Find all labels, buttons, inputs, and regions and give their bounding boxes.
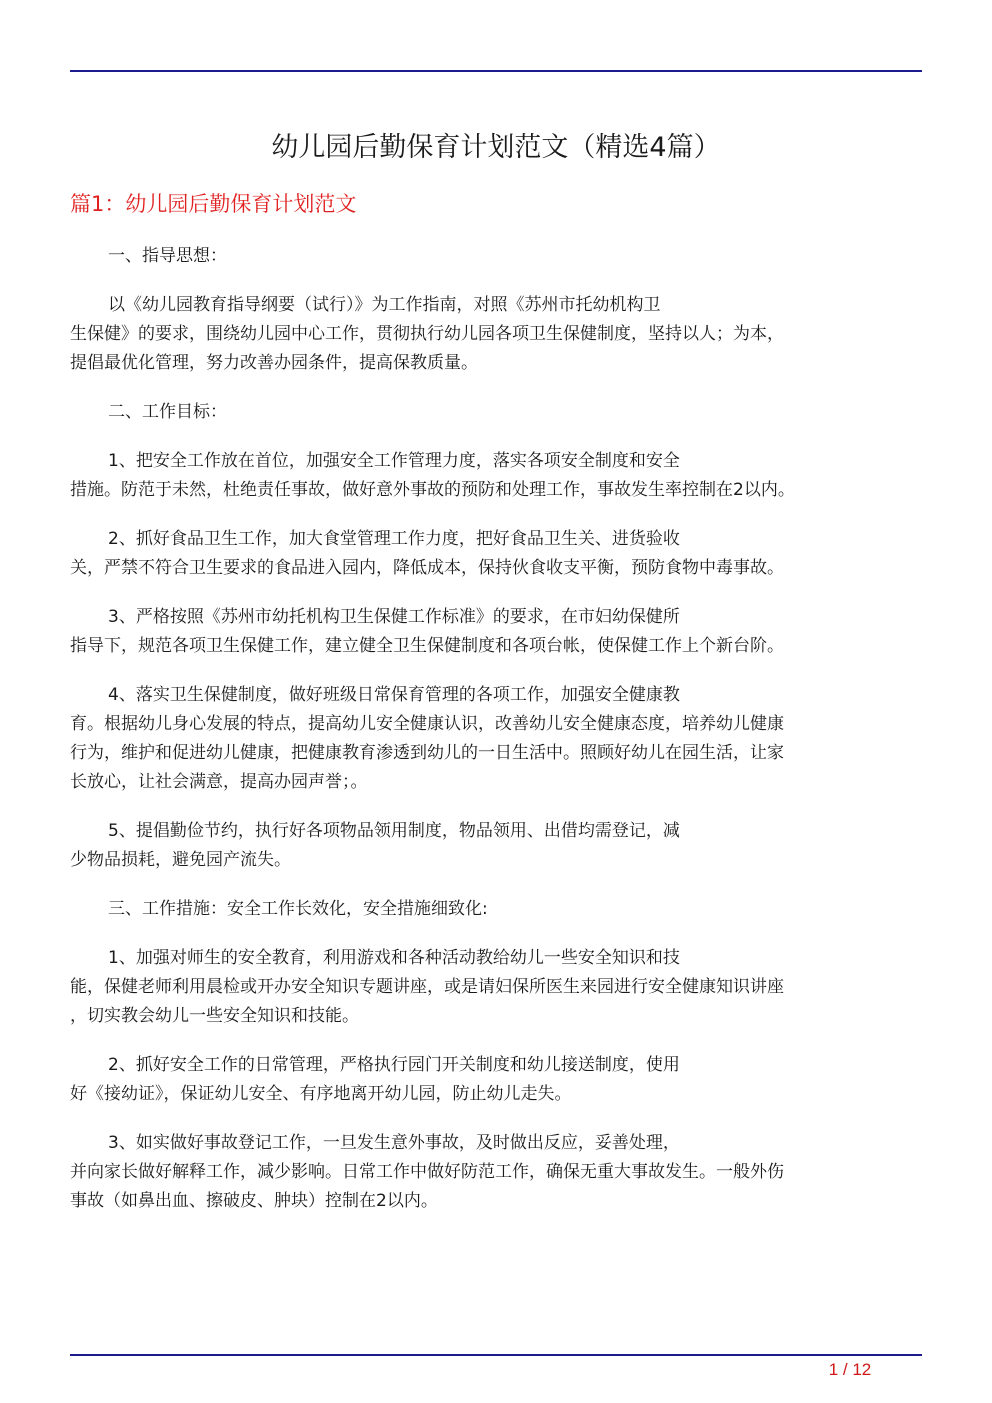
paragraph-line: ，切实教会幼儿一些安全知识和技能。 — [70, 1006, 359, 1026]
paragraph-line: 长放心，让社会满意，提高办园声誉；。 — [70, 772, 368, 792]
paragraph — [70, 681, 918, 797]
document-body — [70, 242, 918, 1236]
paragraph — [70, 291, 918, 378]
paragraph — [70, 944, 918, 1031]
paragraph-line: 提倡最优化管理，努力改善办园条件，提高保教质量。 — [70, 353, 478, 373]
paragraph — [70, 1129, 918, 1216]
paragraph — [70, 447, 918, 505]
paragraph-line: 1、把安全工作放在首位，加强安全工作管理力度，落实各项安全制度和安全 — [108, 451, 680, 471]
document-title: 幼儿园后勤保育计划范文（精选4篇） — [271, 132, 721, 163]
paragraph-line: 少物品损耗，避免园产流失。 — [70, 850, 291, 870]
paragraph-line: 4、落实卫生保健制度，做好班级日常保育管理的各项工作，加强安全健康教 — [108, 685, 680, 705]
page-number: 1 / 12 — [828, 1360, 872, 1379]
paragraph-line: 并向家长做好解释工作，减少影响。日常工作中做好防范工作，确保无重大事故发生。一般外伤 — [70, 1162, 784, 1182]
paragraph — [70, 242, 918, 271]
header-rule — [70, 70, 922, 72]
paragraph-line: 2、抓好安全工作的日常管理，严格执行园门开关制度和幼儿接送制度，使用 — [108, 1055, 680, 1075]
paragraph-line: 二、工作目标： — [108, 402, 227, 422]
paragraph — [70, 895, 918, 924]
paragraph-line: 关，严禁不符合卫生要求的食品进入园内，降低成本，保持伙食收支平衡，预防食物中毒事故。 — [70, 558, 784, 578]
paragraph — [70, 525, 918, 583]
paragraph-line: 一、指导思想： — [108, 246, 227, 266]
paragraph-line: 1、加强对师生的安全教育，利用游戏和各种活动教给幼儿一些安全知识和技 — [108, 948, 680, 968]
paragraph-line: 5、提倡勤俭节约，执行好各项物品领用制度，物品领用、出借均需登记，减 — [108, 821, 680, 841]
paragraph-line: 事故（如鼻出血、擦破皮、肿块）控制在2以内。 — [70, 1191, 438, 1211]
paragraph — [70, 603, 918, 661]
paragraph-line: 措施。防范于未然，杜绝责任事故，做好意外事故的预防和处理工作，事故发生率控制在2以内。 — [70, 480, 795, 500]
footer-rule — [70, 1354, 922, 1356]
paragraph-line: 行为，维护和促进幼儿健康，把健康教育渗透到幼儿的一日生活中。照顾好幼儿在园生活，让家 — [70, 743, 784, 763]
paragraph-line: 三、工作措施：安全工作长效化，安全措施细致化: — [108, 899, 488, 919]
paragraph-line: 生保健》的要求，围绕幼儿园中心工作，贯彻执行幼儿园各项卫生保健制度，坚持以人；为本， — [70, 324, 784, 344]
paragraph — [70, 817, 918, 875]
paragraph-line: 指导下，规范各项卫生保健工作，建立健全卫生保健制度和各项台帐，使保健工作上个新台阶。 — [70, 636, 784, 656]
paragraph-line: 3、严格按照《苏州市幼托机构卫生保健工作标准》的要求，在市妇幼保健所 — [108, 607, 680, 627]
paragraph-line: 3、如实做好事故登记工作，一旦发生意外事故，及时做出反应，妥善处理， — [108, 1133, 680, 1153]
paragraph — [70, 1051, 918, 1109]
section-title: 篇1：幼儿园后勤保育计划范文 — [70, 192, 357, 216]
paragraph-line: 2、抓好食品卫生工作，加大食堂管理工作力度，把好食品卫生关、进货验收 — [108, 529, 680, 549]
paragraph-line: 以《幼儿园教育指导纲要（试行）》为工作指南，对照《苏州市托幼机构卫 — [108, 295, 661, 315]
paragraph — [70, 398, 918, 427]
paragraph-line: 育。根据幼儿身心发展的特点，提高幼儿安全健康认识，改善幼儿安全健康态度，培养幼儿健康 — [70, 714, 784, 734]
paragraph-line: 好《接幼证》，保证幼儿安全、有序地离开幼儿园，防止幼儿走失。 — [70, 1084, 572, 1104]
paragraph-line: 能，保健老师利用晨检或开办安全知识专题讲座，或是请妇保所医生来园进行安全健康知识讲座 — [70, 977, 784, 997]
